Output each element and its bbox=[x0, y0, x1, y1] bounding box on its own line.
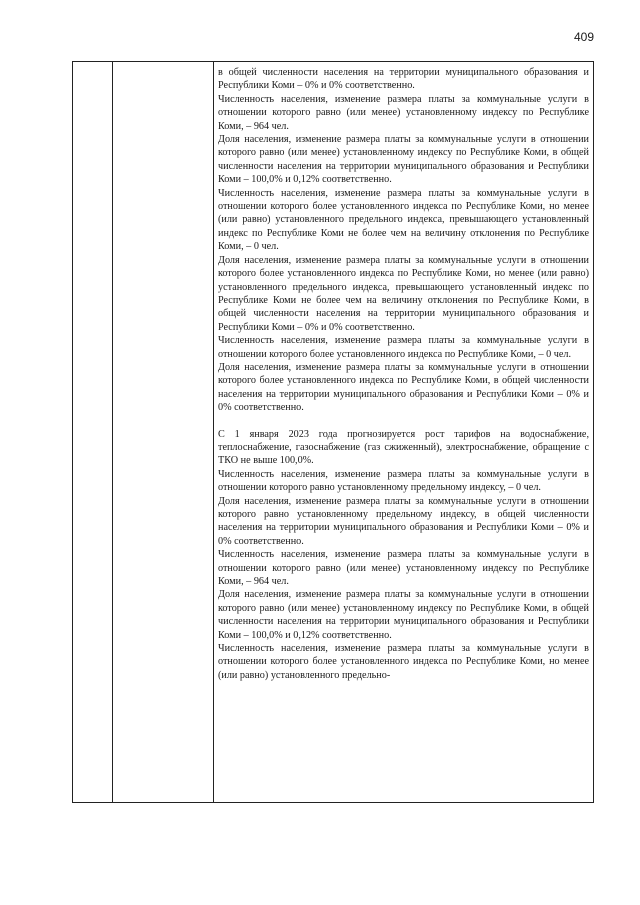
paragraph: Численность населения, изменение размера платы за коммунальные услуги в отношении которого более установленного индекса по Республике Коми, но менее (или равно) установленного предельного индекса, превышающего установленный индекс по Республике Коми не более чем на величину отклонения по Республике Коми, – 0 чел. bbox=[218, 187, 589, 253]
paragraph: С 1 января 2023 года прогнозируется рост тарифов на водоснабжение, теплоснабжение, газоснабжение (газ сжиженный), электроснабжение, обращение с ТКО не выше 100,0%. bbox=[218, 428, 589, 467]
paragraph: Доля населения, изменение размера платы за коммунальные услуги в отношении которого более установленного индекса по Республике Коми, но менее (или равно) установленного предельного индекса, превышающего установленный индекс по Республике Коми не более чем на величину отклонения по Республике Коми, в общей численности населения на территории муниципального образования и Республики Коми – 0% и 0% соответственно. bbox=[218, 254, 589, 333]
paragraph: Доля населения, изменение размера платы за коммунальные услуги в отношении которого равно (или менее) установленному индексу по Республике Коми, в общей численности населения на территории муниципального образования и Республики Коми – 100,0% и 0,12% соответственно. bbox=[218, 134, 589, 186]
paragraph: Численность населения, изменение размера платы за коммунальные услуги в отношении которого равно установленному предельному индексу, – 0 чел. bbox=[218, 468, 589, 494]
text-cell bbox=[218, 66, 589, 802]
page-number: 409 bbox=[573, 30, 594, 44]
paragraph: Доля населения, изменение размера платы за коммунальные услуги в отношении которого равно установленному предельному индексу, в общей численности населения на территории муниципального образования и Республики Коми – 0% и 0% соответственно. bbox=[218, 495, 589, 547]
paragraph: в общей численности населения на территории муниципального образования и Республики Коми – 0% и 0% соответственно. bbox=[218, 67, 589, 92]
document-table bbox=[72, 61, 594, 803]
paragraph: Численность населения, изменение размера платы за коммунальные услуги в отношении которого более установленного индекса по Республике Коми, но менее (или равно) установленного предельно- bbox=[218, 643, 589, 681]
column-divider bbox=[213, 62, 214, 802]
paragraph: Доля населения, изменение размера платы за коммунальные услуги в отношении которого более установленного индекса по Республике Коми, в общей численности населения на территории муниципального образования и Республики Коми – 0% и 0% соответственно. bbox=[218, 361, 589, 414]
paragraph: Численность населения, изменение размера платы за коммунальные услуги в отношении которого равно (или менее) установленному индексу по Республике Коми, – 964 чел. bbox=[218, 93, 589, 132]
paragraph: Доля населения, изменение размера платы за коммунальные услуги в отношении которого равно (или менее) установленному индексу по Республике Коми, в общей численности населения на территории муниципального образования и Республики Коми – 100,0% и 0,12% соответственно. bbox=[218, 589, 589, 641]
paragraph: Численность населения, изменение размера платы за коммунальные услуги в отношении которого равно (или менее) установленному индексу по Республике Коми, – 964 чел. bbox=[218, 549, 589, 588]
column-divider bbox=[112, 62, 113, 802]
paragraph: Численность населения, изменение размера платы за коммунальные услуги в отношении которого более установленного индекса по Республике Коми, – 0 чел. bbox=[218, 335, 589, 360]
